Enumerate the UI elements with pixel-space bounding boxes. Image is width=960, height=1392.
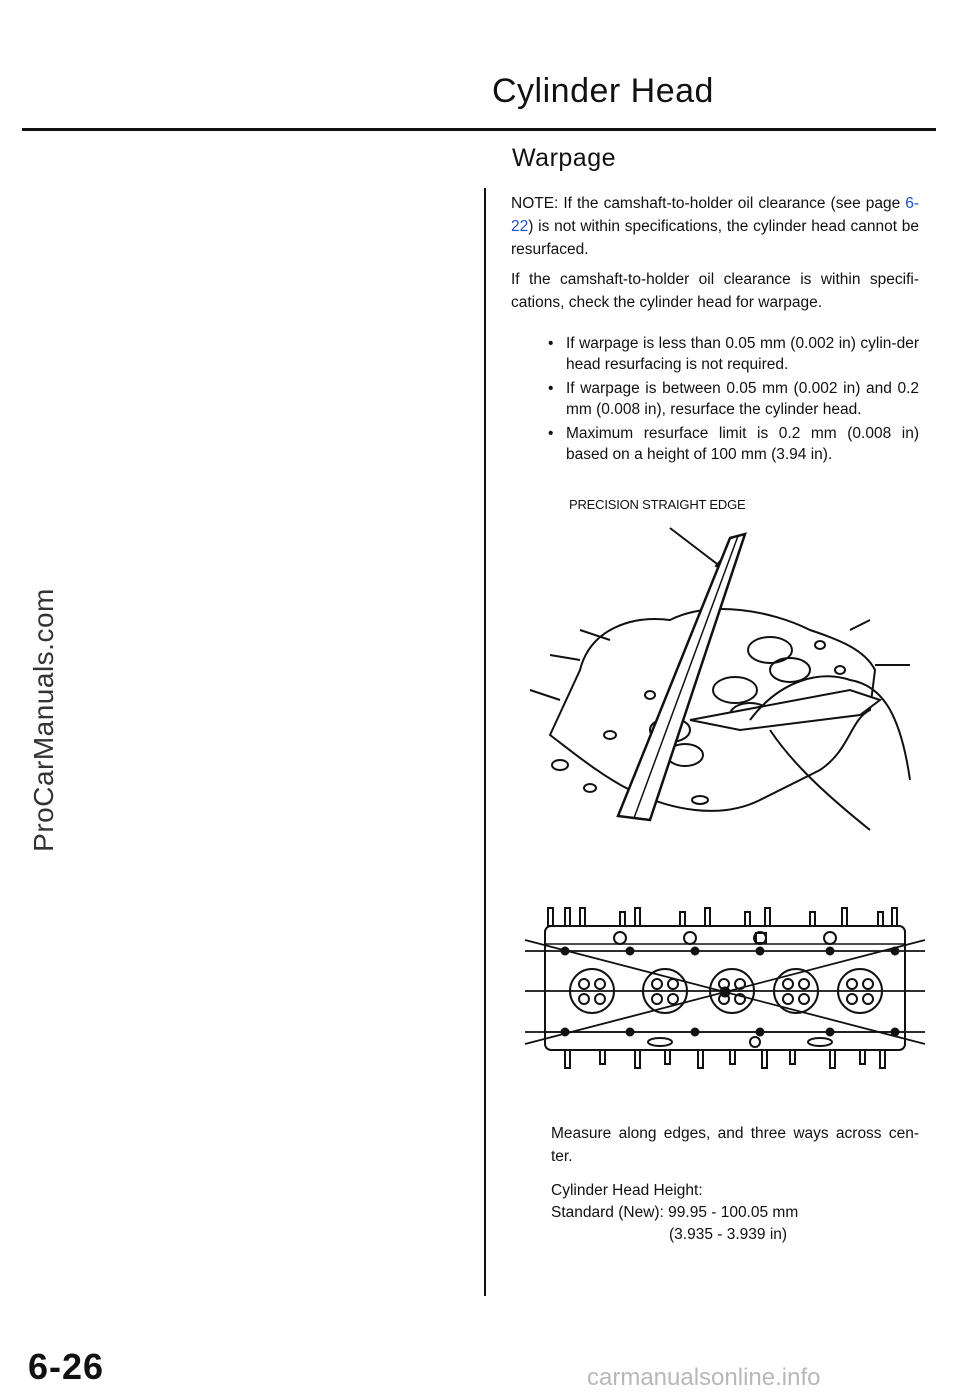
bullet-text: If warpage is between 0.05 mm (0.002 in) and 0.2 mm (0.008 in), resurface the cylinder head. [566, 380, 919, 418]
title-divider [22, 128, 936, 131]
measurement-pattern-diagram [520, 896, 930, 1082]
column-divider [484, 188, 486, 1296]
bullet-text: Maximum resurface limit is 0.2 mm (0.008 in) based on a height of 100 mm (3.94 in). [566, 425, 919, 463]
note-paragraph [511, 192, 919, 261]
straight-edge-illustration [520, 520, 930, 840]
check-paragraph: If the camshaft-to-holder oil clearance is within specifi-cations, check the cylinder head for warpage. [511, 271, 919, 311]
spec-label: Cylinder Head Height: [551, 1182, 703, 1199]
list-item [548, 378, 919, 420]
hand-outline [750, 676, 910, 780]
page-number: 6-26 [28, 1346, 105, 1387]
bullet-text: If warpage is less than 0.05 mm (0.002 in) cylin-der head resurfacing is not required. [566, 335, 919, 373]
figure-label: PRECISION STRAIGHT EDGE [569, 497, 746, 512]
bullet-icon: • [548, 425, 554, 442]
list-item [548, 423, 919, 465]
straight-edge-bar [618, 534, 745, 820]
warpage-bullet-list [548, 333, 919, 468]
page-title: Cylinder Head [492, 72, 714, 110]
list-item [548, 333, 919, 375]
footer-website[interactable]: carmanualsonline.info [587, 1364, 821, 1391]
figure-caption: Measure along edges, and three ways across cen-ter. [551, 1125, 919, 1165]
bullet-icon: • [548, 335, 554, 352]
spec-standard: Standard (New): 99.95 - 100.05 mm [551, 1204, 799, 1221]
page-link[interactable]: 6-22 [511, 195, 919, 235]
note-text-after: ) is not within specifications, the cylinder head cannot be resurfaced. [511, 218, 919, 258]
spec-standard-inches: (3.935 - 3.939 in) [669, 1226, 788, 1243]
section-heading: Warpage [512, 144, 617, 172]
bullet-icon: • [548, 380, 554, 397]
feeler-gauge [690, 690, 880, 730]
note-text-before: NOTE: If the camshaft-to-holder oil clearance (see page [511, 195, 906, 212]
watermark-text: ProCarManuals.com [28, 588, 59, 852]
